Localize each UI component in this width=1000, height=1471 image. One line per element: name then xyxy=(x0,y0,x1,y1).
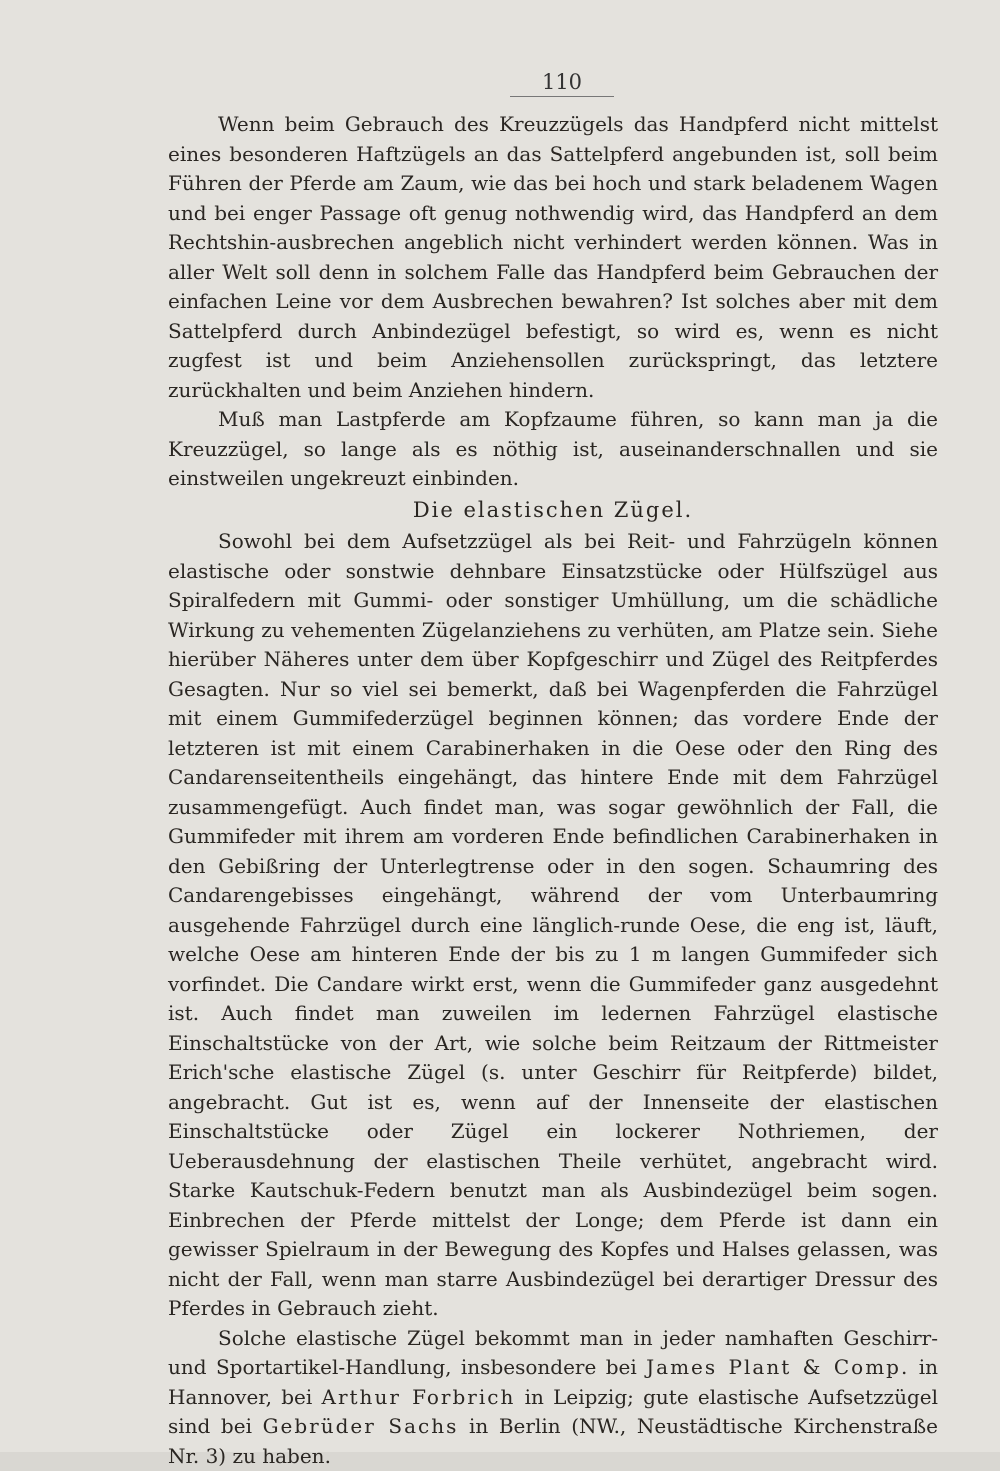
firm-name-forbrich: Arthur Forbrich xyxy=(322,1385,516,1409)
paragraph-elastische-zuegel: Sowohl bei dem Aufsetzzügel als bei Reit- und Fahrzügeln können elastische oder sonstwie dehnbare Einsatzstücke oder Hülfszügel aus Spiralfedern mit Gummi- oder sonstiger Umhüllung, um die schädliche Wirkung zu vehementen Zügelanziehens zu verhüten, am Platze sein. Siehe hierüber Näheres unter dem über Kopfgeschirr und Zügel des Reitpferdes Gesagten. Nur so viel sei bemerkt, daß bei Wagenpferden die Fahrzügel mit einem Gummifederzügel beginnen können; das vordere Ende der letzteren ist mit einem Carabinerhaken in die Oese oder den Ring des Candarenseitentheils eingehängt, das hintere Ende mit dem Fahrzügel zusammengefügt. Auch findet man, was sogar gewöhnlich der Fall, die Gummifeder mit ihrem am vorderen Ende befindlichen Carabinerhaken in den Gebißring der Unterlegtrense oder in den sogen. Schaumring des Candarengebisses eingehängt, während der vom Unterbaumring ausgehende Fahrzügel durch eine länglich-runde Oese, die eng ist, läuft, welche Oese am hinteren Ende der bis zu 1 m langen Gummifeder sich vorfindet. Die Candare wirkt erst, wenn die Gummifeder ganz ausgedehnt ist. Auch findet man zuweilen im ledernen Fahrzügel elastische Einschaltstücke von der Art, wie solche beim Reitzaum der Rittmeister Erich'sche elastische Zügel (s. unter Geschirr für Reitpferde) bildet, angebracht. Gut ist es, wenn auf der Innenseite der elastischen Einschaltstücke oder Zügel ein lockerer Nothriemen, der Ueberausdehnung der elastischen Theile verhütet, angebracht wird. Starke Kautschuk-Federn benutzt man als Ausbindezügel beim sogen. Einbrechen der Pferde mittelst der Longe; dem Pferde ist dann ein gewisser Spielraum in der Bewegung des Kopfes und Halses gelassen, was nicht der Fall, wenn man starre Ausbindezügel bei derartiger Dressur des Pferdes in Gebrauch zieht. xyxy=(168,527,938,1324)
page-number: 110 xyxy=(512,70,612,94)
firm-name-sachs: Gebrüder Sachs xyxy=(263,1414,459,1438)
section-heading: Die elastischen Zügel. xyxy=(168,496,938,526)
text-segment: in Hannover, bei xyxy=(168,1355,938,1409)
paragraph-kreuzzuegel: Wenn beim Gebrauch des Kreuzzügels das Handpferd nicht mittelst eines besonderen Haftzügels an das Sattelpferd angebunden ist, soll beim Führen der Pferde am Zaum, wie das bei hoch und stark beladenem Wagen und bei enger Passage oft genug nothwendig wird, das Handpferd an dem Rechtshin-ausbrechen angeblich nicht verhindert werden können. Was in aller Welt soll denn in solchem Falle das Handpferd beim Gebrauchen der einfachen Leine vor dem Ausbrechen bewahren? Ist solches aber mit dem Sattelpferd durch Anbindezügel befestigt, so wird es, wenn es nicht zugfest ist und beim Anziehensollen zurückspringt, das letztere zurückhalten und beim Anziehen hindern. xyxy=(168,110,938,405)
text-segment: in Leipzig; gute elastische Aufsetzzügel sind bei xyxy=(168,1385,938,1439)
firm-name-plant: James Plant & Comp. xyxy=(646,1355,909,1379)
text-segment: in Berlin (NW., Neustädtische Kirchenstraße Nr. 3) zu haben. xyxy=(168,1414,938,1468)
header-rule xyxy=(510,96,614,97)
text-segment: Solche elastische Zügel bekommt man in jeder namhaften Geschirr- und Sportartikel-Handlung, insbesondere bei xyxy=(168,1326,938,1380)
paragraph-lastpferde: Muß man Lastpferde am Kopfzaume führen, so kann man ja die Kreuzzügel, so lange als es nöthig ist, auseinanderschnallen und sie einstweilen ungekreuzt einbinden. xyxy=(168,405,938,494)
body-text xyxy=(168,110,938,1471)
paragraph-bezugsquellen xyxy=(168,1324,938,1471)
